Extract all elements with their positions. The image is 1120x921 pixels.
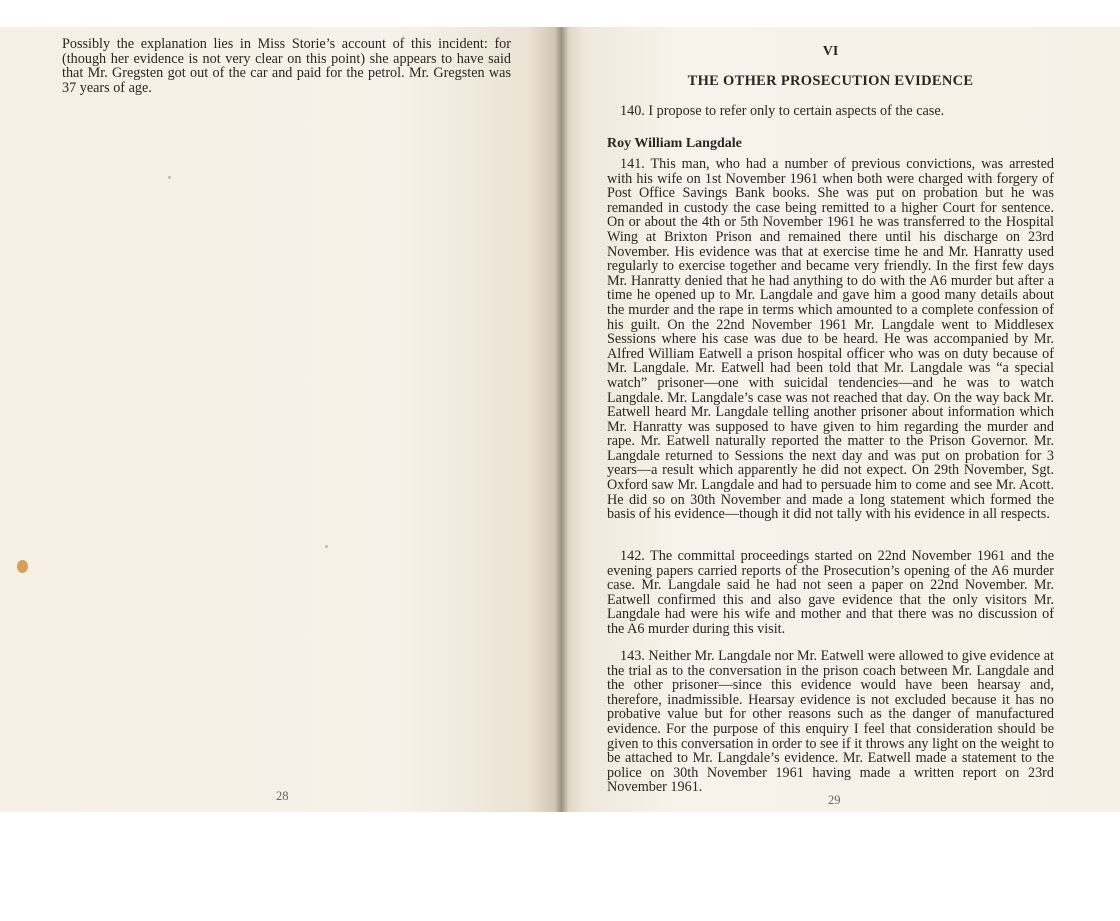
left-page — [0, 27, 562, 812]
book-gutter — [555, 27, 569, 812]
paper-speck — [17, 560, 28, 573]
chapter-title: THE OTHER PROSECUTION EVIDENCE — [687, 73, 974, 89]
section-subheading: Roy William Langdale — [607, 136, 742, 151]
paper-speck — [168, 176, 171, 179]
book-spread — [0, 27, 1120, 812]
paragraph-140: 140. I propose to refer only to certain aspects of the case. — [620, 103, 945, 119]
right-page-number: 29 — [828, 793, 841, 807]
left-page-paragraph: Possibly the explanation lies in Miss Storie’s account of this incident: for (though her evidence is not very clear on this point) she appears to have said that Mr. Gregsten got out of the car and paid for the petrol. Mr. Gregsten was 37 years of age. — [62, 36, 511, 96]
paragraph-141: 141. This man, who had a number of previous convictions, was arrested with his wife on 1st November 1961 when both were charged with forgery of Post Office Savings Bank books. She was put on probation but he was remanded in custody the case being remitted to a higher Court for sentence. On or about the 4th or 5th November 1961 he was transferred to the Hospital Wing at Brixton Prison and remained there until his discharge on 23rd November. His evidence was that at exercise time he and Mr. Hanratty used regularly to exercise together and became very friendly. In the first few days Mr. Hanratty denied that he had anything to do with the A6 murder but after a time he opened up to Mr. Langdale and gave him a good many details about the murder and the rape in terms which amounted to a complete confession of his guilt. On the 22nd November 1961 Mr. Langdale went to Middlesex Sessions where his case was due to be heard. He was accompanied by Mr. Alfred William Eatwell a prison hospital officer who was on duty because of Mr. Langdale. Mr. Eatwell had been told that Mr. Langdale was “a special watch” prisoner—one with suicidal tendencies—and he was to watch Langdale. Mr. Langdale’s case was not reached that day. On the way back Mr. Eatwell heard Mr. Langdale telling another prisoner about information which Mr. Hanratty was supposed to have given to him regarding the murder and rape. Mr. Eatwell naturally reported the matter to the Prison Governor. Mr. Langdale returned to Sessions the next day and was put on probation for 3 years—a result which apparently he did not expect. On 29th November, Sgt. Oxford saw Mr. Langdale and had to persuade him to come and see Mr. Acott. He did so on 30th November and made a long statement which formed the basis of his evidence—though it did not tally with his evidence in all respects. — [607, 156, 1054, 523]
paragraph-143: 143. Neither Mr. Langdale nor Mr. Eatwell were allowed to give evidence at the trial as to the conversation in the prison coach between Mr. Langdale and the other prisoner—since this evidence would have been hearsay and, therefore, inadmissible. Hearsay evidence is not excluded because it has no probative value but for other reasons such as the danger of manufactured evidence. For the purpose of this enquiry I feel that consideration should be given to this conversation in order to see if it throws any light on the weight to be attached to Mr. Langdale’s evidence. Mr. Eatwell made a statement to the police on 30th November 1961 having made a written report on 23rd November 1961. — [607, 648, 1054, 796]
left-page-number: 28 — [276, 789, 289, 803]
paper-speck — [325, 545, 328, 548]
paragraph-142: 142. The committal proceedings started on 22nd November 1961 and the evening papers carried reports of the Prosecution’s opening of the A6 murder case. Mr. Langdale said he had not seen a paper on 22nd November. Mr. Eatwell confirmed this and also gave evidence that the only visitors Mr. Langdale had were his wife and mother and that there was no discussion of the A6 murder during this visit. — [607, 548, 1054, 637]
chapter-number: VI — [822, 44, 839, 59]
right-page — [562, 27, 1120, 812]
